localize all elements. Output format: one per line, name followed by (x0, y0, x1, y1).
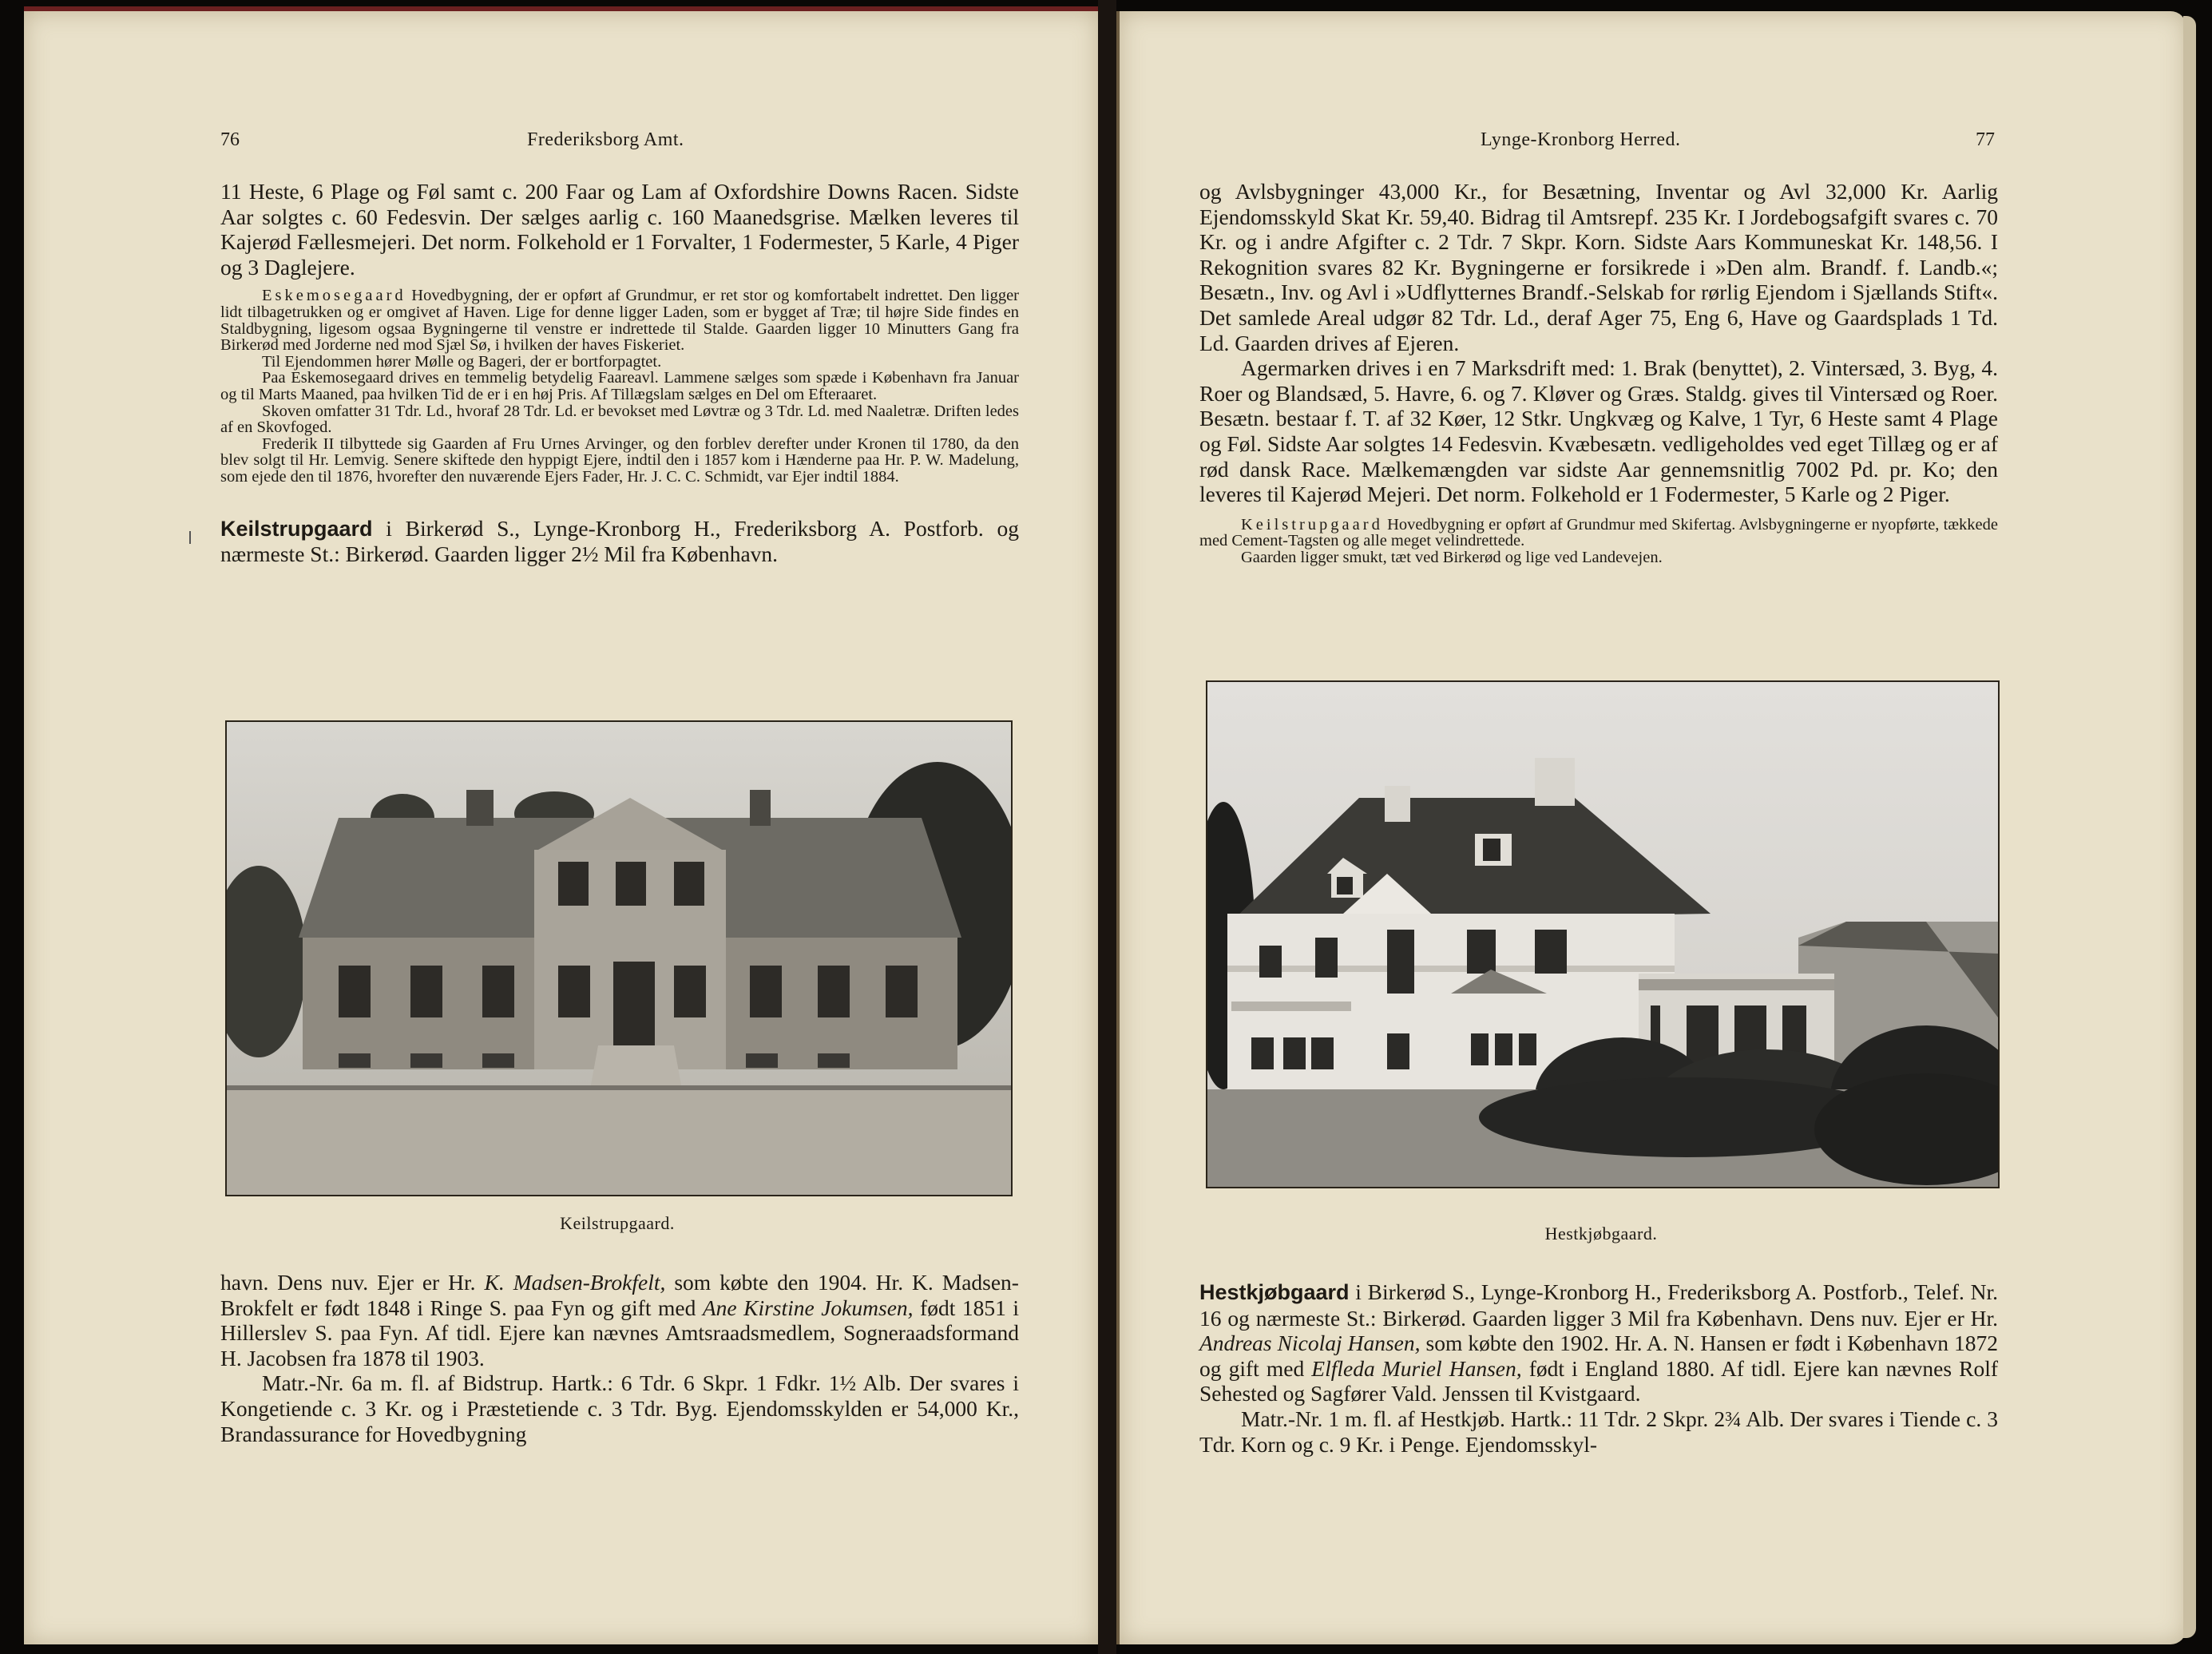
owner-name: K. Madsen-Brokfelt, (484, 1270, 666, 1295)
small-paragraph: Eskemosegaard Hovedbygning, der er opført af Grundmur, er ret stor og komfortabelt indrettet. Den ligger lidt tilbagetrukken og er omgivet af Haven. Lige for denne ligger Laden, som er bygget af Træ; til højre Side findes en Staldbygning, ligesom ogsaa Bygningerne til venstre er indrettede til Stalde. Gaarden ligger 10 Minutters Gang fra Birkerød med Jorderne ned mod Sjæl Sø, i hvilken der haves Fiskeriet. (220, 287, 1019, 355)
wife-name: Elfleda Muriel Hansen, (1311, 1355, 1522, 1381)
entry-title: Keilstrupgaard (220, 516, 373, 541)
entry-intro: Keilstrupgaard i Birkerød S., Lynge-Kronborg H., Frederiksborg A. Postforb. og nærmeste St.: Birkerød. Gaarden ligger 2½ Mil fra København. (220, 515, 1019, 567)
photo-caption: Keilstrupgaard. (560, 1213, 675, 1233)
paragraph: og Avlsbygninger 43,000 Kr., for Besætning, Inventar og Avl 32,000 Kr. Aarlig Ejendomsskyld Skat Kr. 59,40. Bidrag til Amtsrepf. 235 Kr. I Jordebogsafgift svares c. 70 Kr. og i andre Afgifter c. 2 Tdr. 7 Skpr. Korn. Sidste Aars Kommuneskat Kr. 148,56. I Rekognition svares 82 Kr. Bygningerne er forsikrede i »Den alm. Brandf. f. Landb.«; Besætn., Inv. og Avl i »Udflytternes Brandf.-Selskab for rørlig Ejendom i Sjællands Stift«. Det samlede Areal udgør 82 Tdr. Ld., deraf Ager 75, Eng 6, Have og Gaardsplads 1 Td. Ld. Gaarden drives af Ejeren. (1199, 179, 1998, 355)
left-text-bottom (220, 1270, 1019, 1446)
small-paragraph: Til Ejendommen hører Mølle og Bageri, der er bortforpagtet. (262, 352, 662, 371)
small-paragraph: Paa Eskemosegaard drives en temmelig betydelig Faareavl. Lammene sælges som spæde i København fra Januar og til Marts Maaned, paa hvilken Tid de er i en høj Pris. Af Tillægslam sælges en Del om Efteraaret. (220, 369, 1019, 403)
left-text-top (220, 179, 1019, 567)
running-head: Lynge-Kronborg Herred. (1481, 129, 1681, 150)
book-spine (1098, 0, 1116, 1654)
entry-intro: Hestkjøbgaard i Birkerød S., Lynge-Kronborg H., Frederiksborg A. Postforb., Telef. Nr. 16 og nærmeste St.: Birkerød. Gaarden ligger 3 Mil fra København. Dens nuv. Ejer er Hr. Andreas Nicolaj Hansen, som købte den 1902. Hr. A. N. Hansen er født i København 1872 og gift med Elfleda Muriel Hansen, født i England 1880. Af tidl. Ejere kan nævnes Rolf Sehested og Sagfører Vald. Jenssen til Kvistgaard. (1199, 1279, 1998, 1406)
paragraph: 11 Heste, 6 Plage og Føl samt c. 200 Faar og Lam af Oxfordshire Downs Racen. Sidste Aar solgtes c. 60 Fedesvin. Der sælges aarlig c. 160 Maanedsgrise. Mælken leveres til Kajerød Fællesmejeri. Det norm. Folkehold er 1 Forvalter, 1 Fodermester, 5 Karle, 4 Piger og 3 Daglejere. (220, 179, 1019, 280)
paragraph: havn. Dens nuv. Ejer er Hr. K. Madsen-Brokfelt, som købte den 1904. Hr. K. Madsen-Brokfelt er født 1848 i Ringe S. paa Fyn og gift med Ane Kirstine Jokumsen, født 1851 i Hillerslev S. paa Fyn. Af tidl. Ejere kan nævnes Amtsraadsmedlem, Sogneraadsformand H. Jacobsen fra 1878 til 1903. (220, 1270, 1019, 1370)
entry-title: Hestkjøbgaard (1199, 1280, 1350, 1304)
owner-name: Andreas Nicolaj Hansen, (1199, 1331, 1421, 1356)
left-page (24, 11, 1103, 1644)
farm-name: Keilstrupgaard (1241, 515, 1383, 533)
paragraph: Agermarken drives i en 7 Marksdrift med: 1. Brak (benyttet), 2. Vintersæd, 3. Byg, 4. Roer og Blandsæd, 5. Havre, 6. og 7. Kløver og Græs. Staldg. gives til Vintersæd og Roer. Besætn. bestaar f. T. af 32 Køer, 12 Stkr. Ungkvæg og Kalve, 1 Tyr, 6 Heste samt 4 Plage og Føl. Sidste Aar solgtes 14 Fedesvin. Kvæbesætn. vedligeholdes ved eget Tillæg og er af rød dansk Race. Mælkemængden var sidste Aar gennemsnitlig 7002 Pd. pr. Ko; den leveres til Kajerød Mejeri. Det norm. Folkehold er 1 Fodermester, 5 Karle og 2 Piger. (1199, 355, 1998, 507)
photo-keilstrupgaard (225, 720, 1013, 1196)
right-text-top (1199, 179, 1998, 566)
wife-name: Ane Kirstine Jokumsen, (702, 1295, 914, 1320)
photo-hestkjobgaard (1206, 680, 2000, 1188)
margin-mark (189, 531, 191, 544)
right-text-bottom (1199, 1279, 1998, 1457)
photo-caption: Hestkjøbgaard. (1544, 1224, 1658, 1243)
page-edge (2183, 16, 2196, 1638)
running-head: Frederiksborg Amt. (527, 129, 684, 150)
farm-name: Eskemosegaard (262, 287, 406, 305)
small-paragraph: Gaarden ligger smukt, tæt ved Birkerød og lige ved Landevejen. (1241, 548, 1663, 566)
page-number: 77 (1976, 129, 1995, 150)
paragraph: Matr.-Nr. 1 m. fl. af Hestkjøb. Hartk.: 11 Tdr. 2 Skpr. 2¾ Alb. Der svares i Tiende c. 3 Tdr. Korn og c. 9 Kr. i Penge. Ejendomsskyl- (1199, 1406, 1998, 1457)
small-paragraph: Skoven omfatter 31 Tdr. Ld., hvoraf 28 Tdr. Ld. er bevokset med Løvtræ og 3 Tdr. Ld. med Naaletræ. Driften ledes af en Skovfoged. (220, 402, 1019, 437)
small-paragraph: Keilstrupgaard Hovedbygning er opført af Grundmur med Skifertag. Avlsbygningerne er nyopførte, tækkede med Cement-Tagsten og alle meget velindrettede. (1199, 515, 1998, 550)
small-paragraph: Frederik II tilbyttede sig Gaarden af Fru Urnes Arvinger, og den forblev derefter under Kronen til 1780, da den blev solgt til Hr. Lemvig. Senere skiftede den hyppigt Ejere, indtil den i 1857 kom i Hænderne paa Hr. P. W. Madelung, som ejede den til 1876, hvorefter den nuværende Ejers Fader, Hr. J. C. C. Schmidt, var Ejer indtil 1884. (220, 434, 1019, 486)
page-number: 76 (220, 129, 240, 150)
paragraph: Matr.-Nr. 6a m. fl. af Bidstrup. Hartk.: 6 Tdr. 6 Skpr. 1 Fdkr. 1½ Alb. Der svares i Kongetiende c. 3 Kr. og i Præstetiende c. 3 Tdr. Byg. Ejendomsskylden er 54,000 Kr., Brandassurance for Hovedbygning (220, 1370, 1019, 1446)
right-page (1116, 11, 2186, 1644)
